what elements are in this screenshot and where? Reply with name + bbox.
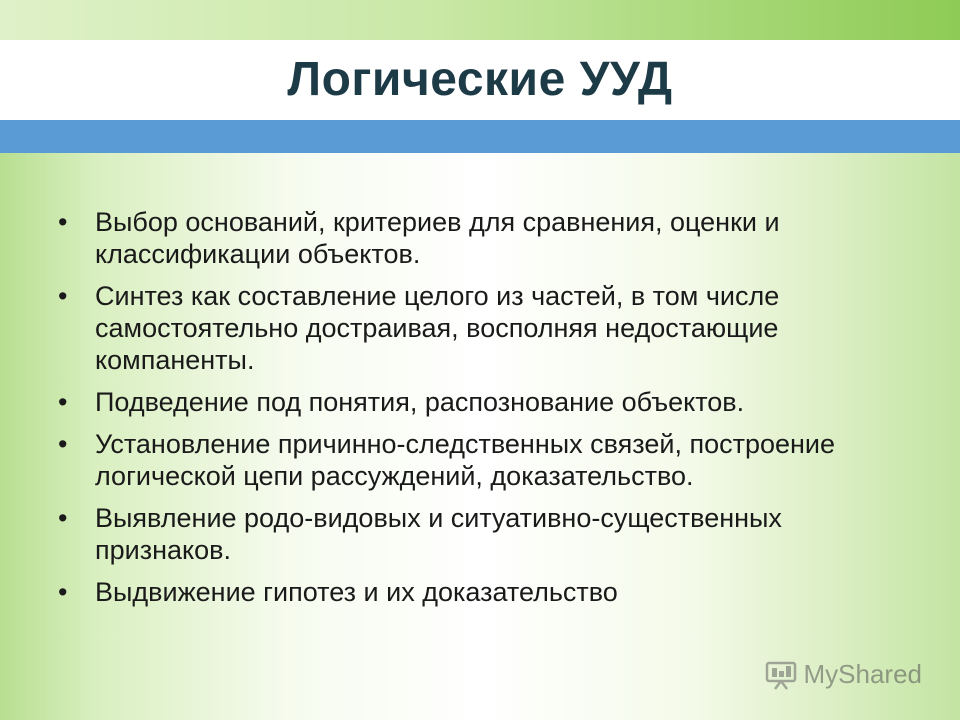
bullet-item	[58, 206, 898, 270]
slide-title: Логические УУД	[287, 53, 673, 106]
presentation-board-icon	[764, 660, 798, 690]
bullet-text: Выявление родо-видовых и ситуативно-существенных признаков.	[95, 503, 782, 565]
bullet-text: Выбор оснований, критериев для сравнения, оценки и классификации объектов.	[95, 207, 780, 269]
bullet-marker: •	[58, 503, 68, 533]
bullet-marker: •	[58, 387, 68, 417]
bullet-list	[58, 206, 898, 618]
bullet-marker: •	[58, 429, 68, 459]
watermark	[764, 659, 923, 690]
bullet-item	[58, 576, 898, 608]
bullet-text: Выдвижение гипотез и их доказательство	[95, 577, 618, 607]
bullet-item	[58, 280, 898, 376]
bullet-text: Синтез как составление целого из частей, в том числе самостоятельно достраивая, восполняя недостающие компаненты.	[95, 281, 780, 375]
bullet-marker: •	[58, 207, 68, 237]
bullet-item	[58, 386, 898, 418]
bullet-text: Установление причинно-следственных связей, построение логической цепи рассуждений, доказательство.	[95, 429, 836, 491]
bullet-text: Подведение под понятия, распознование объектов.	[95, 387, 745, 417]
bullet-item	[58, 502, 898, 566]
blue-accent-bar	[0, 120, 960, 153]
watermark-text: MyShared	[803, 659, 922, 689]
bullet-item	[58, 428, 898, 492]
top-green-strip	[0, 0, 960, 40]
bullet-marker: •	[58, 281, 68, 311]
bullet-marker: •	[58, 577, 68, 607]
